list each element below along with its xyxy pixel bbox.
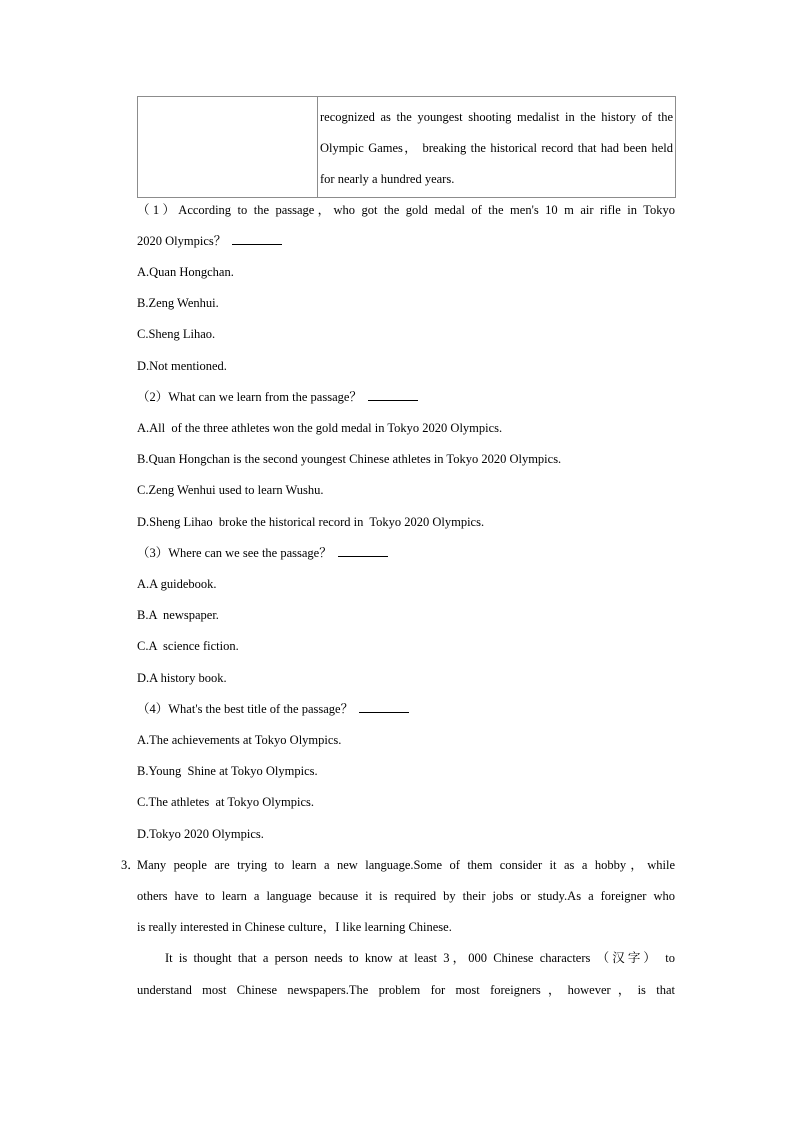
section-number: 3． bbox=[121, 858, 140, 872]
section3-p1-line3: is really interested in Chinese culture，I like learning Chinese. bbox=[137, 920, 452, 934]
section3-p2-line2: understand most Chinese newspapers.The problem for most foreigners，however，is that bbox=[137, 983, 675, 997]
section3-p1-line2: others have to learn a language because it is required by their jobs or study.As a foreigner who bbox=[137, 889, 675, 903]
q3-stem bbox=[137, 545, 388, 561]
q2-stem bbox=[137, 389, 418, 405]
q4-option-d: D.Tokyo 2020 Olympics. bbox=[137, 827, 264, 841]
q4-option-b: B.Young Shine at Tokyo Olympics. bbox=[137, 764, 318, 778]
table-cell-description: recognized as the youngest shooting medalist in the history of the Olympic Games， breaking the historical record that had been held for nearly a hundred years. bbox=[318, 97, 676, 198]
q4-answer-blank[interactable] bbox=[359, 701, 409, 713]
q4-option-c: C.The athletes at Tokyo Olympics. bbox=[137, 795, 314, 809]
q1-option-d: D.Not mentioned. bbox=[137, 359, 227, 373]
q3-option-d: D.A history book. bbox=[137, 671, 227, 685]
table-row bbox=[138, 97, 676, 198]
q2-option-b: B.Quan Hongchan is the second youngest Chinese athletes in Tokyo 2020 Olympics. bbox=[137, 452, 562, 466]
q4-stem-text: （4）What's the best title of the passage？ bbox=[137, 702, 354, 716]
q4-stem bbox=[137, 701, 409, 717]
section3-p2-line1: It is thought that a person needs to know at least 3，000 Chinese characters （汉字） to bbox=[165, 951, 675, 965]
section3-p1-line1: Many people are trying to learn a new language.Some of them consider it as a hobby，while bbox=[137, 858, 675, 872]
q3-option-c: C.A science fiction. bbox=[137, 639, 239, 653]
q3-stem-text: （3）Where can we see the passage？ bbox=[137, 546, 332, 560]
q2-answer-blank[interactable] bbox=[368, 389, 418, 401]
q2-option-c: C.Zeng Wenhui used to learn Wushu. bbox=[137, 483, 324, 497]
q3-answer-blank[interactable] bbox=[338, 545, 388, 557]
q3-option-b: B.A newspaper. bbox=[137, 608, 219, 622]
q1-answer-blank[interactable] bbox=[232, 233, 282, 245]
info-table bbox=[137, 96, 676, 198]
q3-option-a: A.A guidebook. bbox=[137, 577, 217, 591]
q1-option-a: A.Quan Hongchan. bbox=[137, 265, 234, 279]
q2-option-d: D.Sheng Lihao broke the historical record in Tokyo 2020 Olympics. bbox=[137, 515, 485, 529]
q1-stem-line1: （1）According to the passage，who got the gold medal of the men's 10 m air rifle in Tokyo bbox=[137, 203, 675, 217]
q2-stem-text: （2）What can we learn from the passage？ bbox=[137, 390, 362, 404]
q2-option-a: A.All of the three athletes won the gold medal in Tokyo 2020 Olympics. bbox=[137, 421, 503, 435]
q1-option-c: C.Sheng Lihao. bbox=[137, 327, 216, 341]
q1-stem-text: 2020 Olympics？ bbox=[137, 234, 227, 248]
q4-option-a: A.The achievements at Tokyo Olympics. bbox=[137, 733, 342, 747]
q1-option-b: B.Zeng Wenhui. bbox=[137, 296, 219, 310]
q1-stem-line2 bbox=[137, 233, 282, 249]
table-cell-empty bbox=[138, 97, 318, 198]
